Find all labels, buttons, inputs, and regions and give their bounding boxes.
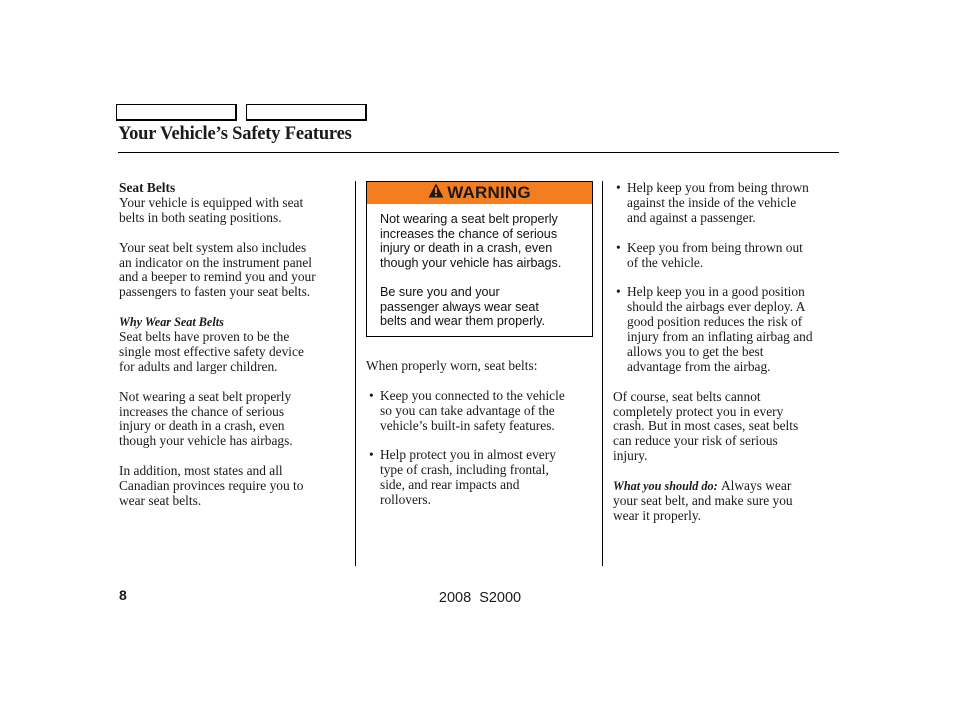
- text-line: type of crash, including frontal,: [380, 462, 549, 478]
- text-line: wear it properly.: [613, 507, 701, 523]
- right-column: [613, 181, 841, 524]
- text-line: Not wearing a seat belt properly: [119, 388, 292, 404]
- text-line: Be sure you and your: [380, 284, 500, 299]
- text-line: Seat belts have proven to be the: [119, 329, 290, 345]
- text-line: belts in both seating positions.: [119, 209, 282, 225]
- column-divider-right: [602, 181, 603, 566]
- text-line: completely protect you in every: [613, 403, 784, 419]
- middle-column: [366, 359, 598, 508]
- text-line: Always wear: [721, 478, 792, 494]
- nav-box-index[interactable]: [246, 104, 367, 121]
- text-line: though your vehicle has airbags.: [380, 255, 562, 270]
- text-line: of the vehicle.: [627, 254, 704, 270]
- paragraph: [119, 330, 351, 375]
- paragraph: [613, 390, 841, 465]
- warning-header-bar: [367, 182, 592, 204]
- section-heading: Seat Belts: [119, 180, 176, 195]
- warning-box: [366, 181, 593, 337]
- text-line: good position reduces the risk of: [627, 314, 803, 330]
- text-line: passenger always wear seat: [380, 299, 539, 314]
- text-line: injury or death in a crash, even: [380, 241, 553, 256]
- text-line: and a beeper to remind you and your: [119, 269, 316, 285]
- text-line: Your vehicle is equipped with seat: [119, 194, 304, 210]
- text-line: should the airbags ever deploy. A: [627, 299, 806, 315]
- text-line: for adults and larger children.: [119, 358, 278, 374]
- text-line: allows you to get the best: [627, 343, 764, 359]
- bullet-icon: •: [369, 447, 374, 463]
- paragraph: [119, 390, 351, 450]
- text-line: passengers to fasten your seat belts.: [119, 284, 311, 300]
- bullet-icon: •: [369, 387, 374, 403]
- left-column: [119, 181, 351, 509]
- list-item: [613, 181, 841, 226]
- paragraph: [119, 241, 351, 301]
- text-line: Of course, seat belts cannot: [613, 388, 761, 404]
- text-line: Canadian provinces require you to: [119, 478, 304, 494]
- text-line: side, and rear impacts and: [380, 477, 520, 493]
- text-line: injury from an inflating airbag and: [627, 329, 813, 345]
- advice-label: What you should do:: [613, 479, 718, 494]
- intro-text: When properly worn, seat belts:: [366, 358, 538, 373]
- text-line: and against a passenger.: [627, 209, 756, 225]
- list-item: [613, 241, 841, 271]
- text-line: an indicator on the instrument panel: [119, 254, 312, 270]
- text-line: can reduce your risk of serious: [613, 433, 778, 449]
- page-number: 8: [119, 587, 127, 603]
- list-item: [366, 389, 598, 434]
- bullet-icon: •: [616, 239, 621, 255]
- warning-label: WARNING: [447, 183, 531, 202]
- text-line: increases the chance of serious: [380, 226, 558, 241]
- column-divider-left: [355, 181, 356, 566]
- text-line: so you can take advantage of the: [380, 402, 555, 418]
- text-line: though your vehicle has airbags.: [119, 433, 293, 449]
- list-item: [366, 448, 598, 508]
- bullet-icon: •: [616, 284, 621, 300]
- text-line: Keep you connected to the vehicle: [380, 387, 565, 403]
- text-line: vehicle’s built-in safety features.: [380, 417, 555, 433]
- text-line: Help protect you in almost every: [380, 447, 556, 463]
- footer-model: 2008 S2000: [438, 590, 522, 606]
- paragraph: [613, 479, 841, 524]
- text-line: wear seat belts.: [119, 492, 202, 508]
- text-line: Help keep you from being thrown: [627, 180, 809, 195]
- title-rule: [118, 152, 839, 153]
- text-line: rollovers.: [380, 492, 431, 508]
- text-line: your seat belt, and make sure you: [613, 492, 793, 508]
- list-item: [613, 285, 841, 374]
- nav-box-main-menu[interactable]: [116, 104, 237, 121]
- text-line: belts and wear them properly.: [380, 314, 545, 329]
- text-line: In addition, most states and all: [119, 463, 283, 479]
- text-line: against the inside of the vehicle: [627, 194, 797, 210]
- paragraph: [119, 196, 351, 226]
- text-line: Help keep you in a good position: [627, 284, 805, 300]
- text-line: Not wearing a seat belt properly: [380, 212, 558, 226]
- text-line: single most effective safety device: [119, 343, 304, 359]
- warning-body: [380, 212, 586, 329]
- page-title: Your Vehicle’s Safety Features: [118, 124, 352, 144]
- text-line: crash. But in most cases, seat belts: [613, 418, 799, 434]
- text-line: increases the chance of serious: [119, 403, 285, 419]
- text-line: Keep you from being thrown out: [627, 239, 803, 255]
- text-line: advantage from the airbag.: [627, 358, 771, 374]
- text-line: injury or death in a crash, even: [119, 418, 285, 434]
- paragraph: [119, 464, 351, 509]
- text-line: injury.: [613, 448, 648, 464]
- bullet-icon: •: [616, 180, 621, 195]
- text-line: Your seat belt system also includes: [119, 239, 307, 255]
- subheading: Why Wear Seat Belts: [119, 315, 224, 330]
- warning-triangle-icon: [428, 183, 444, 203]
